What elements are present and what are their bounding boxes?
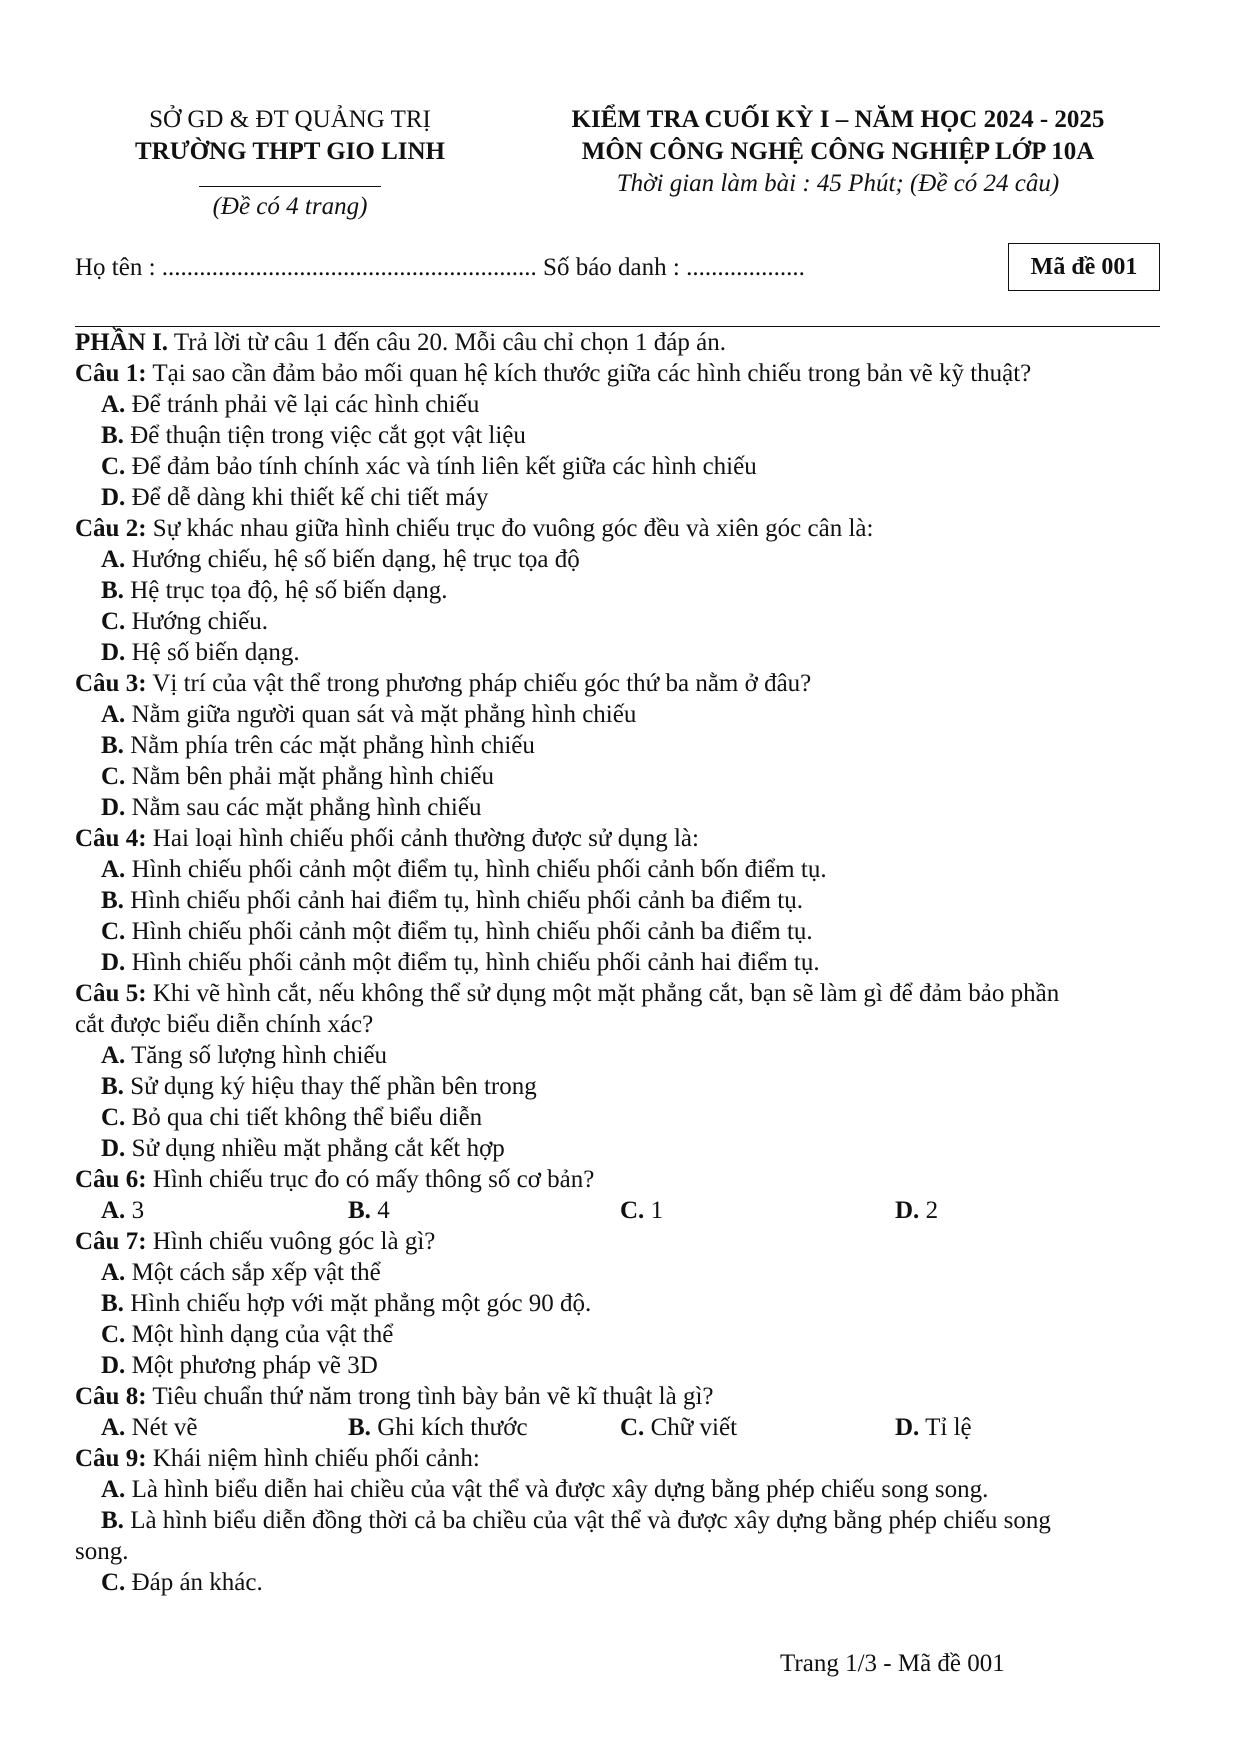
student-name-field: Họ tên : ............................................................ xyxy=(75,254,537,281)
question-1 xyxy=(75,358,1165,389)
option xyxy=(75,916,1165,947)
option xyxy=(75,699,1165,730)
option-text: Nét vẽ xyxy=(131,1414,198,1441)
option-label: B. xyxy=(348,1414,371,1441)
option-label: B. xyxy=(101,732,124,759)
option-label: C. xyxy=(620,1414,645,1441)
option-label: D. xyxy=(101,949,126,976)
option-label: A. xyxy=(101,1197,126,1224)
option-label: B. xyxy=(101,577,124,604)
option-text: Đáp án khác. xyxy=(131,1569,263,1596)
option xyxy=(75,1350,1165,1381)
option xyxy=(75,730,1165,761)
option-text: Để thuận tiện trong việc cắt gọt vật liệu xyxy=(130,422,526,449)
option xyxy=(348,1412,620,1443)
option-label: D. xyxy=(895,1414,920,1441)
page-count-note: (Đề có 4 trang) xyxy=(212,193,368,220)
option xyxy=(75,575,1165,606)
option-label: A. xyxy=(101,1476,126,1503)
option xyxy=(895,1412,972,1443)
question-2 xyxy=(75,513,1165,544)
header-right xyxy=(528,104,1148,200)
option-label: A. xyxy=(101,856,126,883)
question-text: Hình chiếu vuông góc là gì? xyxy=(152,1228,436,1255)
question-text: Tiêu chuẩn thứ năm trong tình bày bản vẽ kĩ thuật là gì? xyxy=(152,1383,714,1410)
question-9 xyxy=(75,1443,1165,1474)
option-text: Tăng số lượng hình chiếu xyxy=(131,1042,388,1069)
option xyxy=(75,1257,1165,1288)
option xyxy=(75,1133,1165,1164)
option xyxy=(75,606,1165,637)
option xyxy=(620,1412,895,1443)
option xyxy=(75,420,1165,451)
option-text: Hệ số biến dạng. xyxy=(131,639,300,666)
option-text: Một phương pháp vẽ 3D xyxy=(131,1352,378,1379)
option-text: Hướng chiếu, hệ số biến dạng, hệ trục tọa độ xyxy=(131,546,580,573)
option-label: C. xyxy=(101,918,126,945)
exam-title: KIỂM TRA CUỐI KỲ I – NĂM HỌC 2024 - 2025 xyxy=(571,106,1105,133)
option-text: Hình chiếu phối cảnh hai điểm tụ, hình chiếu phối cảnh ba điểm tụ. xyxy=(130,887,803,914)
option-text: 1 xyxy=(650,1197,664,1224)
question-text: Tại sao cần đảm bảo mối quan hệ kích thước giữa các hình chiếu trong bản vẽ kỹ thuật? xyxy=(152,360,1032,387)
option-label: C. xyxy=(101,1321,126,1348)
option-text: Hệ trục tọa độ, hệ số biến dạng. xyxy=(130,577,448,604)
option-text: Hình chiếu phối cảnh một điểm tụ, hình chiếu phối cảnh ba điểm tụ. xyxy=(131,918,813,945)
option-text: Hình chiếu phối cảnh một điểm tụ, hình chiếu phối cảnh hai điểm tụ. xyxy=(131,949,820,976)
question-number: Câu 2: xyxy=(75,515,147,542)
option-label: D. xyxy=(101,639,126,666)
option-text: Là hình biểu diễn đồng thời cả ba chiều của vật thể và được xây dựng bằng phép chiếu song xyxy=(130,1507,1051,1534)
option-text: Hướng chiếu. xyxy=(131,608,269,635)
option xyxy=(75,761,1165,792)
option-text: Để đảm bảo tính chính xác và tính liên kết giữa các hình chiếu xyxy=(131,453,757,480)
option xyxy=(75,1474,1165,1505)
section-heading xyxy=(75,327,1165,358)
option-label: C. xyxy=(620,1197,645,1224)
option-label: B. xyxy=(101,1507,124,1534)
option-text: Nằm phía trên các mặt phẳng hình chiếu xyxy=(130,732,535,759)
option-label: C. xyxy=(101,1104,126,1131)
option-text: Một cách sắp xếp vật thể xyxy=(131,1259,381,1286)
option-text: Chữ viết xyxy=(650,1414,738,1441)
option-label: A. xyxy=(101,391,126,418)
question-3 xyxy=(75,668,1165,699)
option-label: D. xyxy=(101,1135,126,1162)
option xyxy=(75,637,1165,668)
department-name: SỞ GD & ĐT QUẢNG TRỊ xyxy=(149,106,431,133)
option xyxy=(75,1040,1165,1071)
student-info-row xyxy=(75,254,805,282)
option-text: Sử dụng ký hiệu thay thế phần bên trong xyxy=(130,1073,537,1100)
question-text: Khi vẽ hình cắt, nếu không thể sử dụng một mặt phẳng cắt, bạn sẽ làm gì để đảm bảo phần xyxy=(152,980,1060,1007)
option xyxy=(75,947,1165,978)
option-text: Hình chiếu phối cảnh một điểm tụ, hình chiếu phối cảnh bốn điểm tụ. xyxy=(131,856,827,883)
option xyxy=(75,1319,1165,1350)
question-number: Câu 6: xyxy=(75,1166,147,1193)
option-label: B. xyxy=(101,422,124,449)
question-text: Khái niệm hình chiếu phối cảnh: xyxy=(152,1445,480,1472)
option-text: Để tránh phải vẽ lại các hình chiếu xyxy=(131,391,480,418)
option-label: D. xyxy=(101,794,126,821)
option-label: D. xyxy=(101,1352,126,1379)
question-text: Hình chiếu trục đo có mấy thông số cơ bản? xyxy=(152,1166,595,1193)
option xyxy=(75,1567,1165,1598)
option-text: Bỏ qua chi tiết không thể biểu diễn xyxy=(131,1104,483,1131)
page-footer: Trang 1/3 - Mã đề 001 xyxy=(780,1650,1005,1677)
question-number: Câu 8: xyxy=(75,1383,147,1410)
subject-title: MÔN CÔNG NGHỆ CÔNG NGHIỆP LỚP 10A xyxy=(581,138,1095,165)
options-row xyxy=(75,1195,1165,1226)
option xyxy=(895,1195,938,1226)
option-text: Một hình dạng của vật thể xyxy=(131,1321,394,1348)
option xyxy=(620,1195,895,1226)
school-name: TRƯỜNG THPT GIO LINH xyxy=(134,138,445,165)
section-instruction: Trả lời từ câu 1 đến câu 20. Mỗi câu chỉ chọn 1 đáp án. xyxy=(173,329,726,356)
header-divider xyxy=(199,186,381,187)
option-label: A. xyxy=(101,1414,126,1441)
time-note: Thời gian làm bài : 45 Phút; (Đề có 24 câu) xyxy=(616,170,1060,197)
option-text: 4 xyxy=(377,1197,390,1224)
option xyxy=(75,854,1165,885)
question-7 xyxy=(75,1226,1165,1257)
option-label: A. xyxy=(101,546,126,573)
question-8 xyxy=(75,1381,1165,1412)
question-number: Câu 9: xyxy=(75,1445,147,1472)
question-number: Câu 1: xyxy=(75,360,147,387)
option-text: Là hình biểu diễn hai chiều của vật thể và được xây dựng bằng phép chiếu song song. xyxy=(131,1476,989,1503)
option xyxy=(75,1102,1165,1133)
option-text: 3 xyxy=(131,1197,145,1224)
option-label: B. xyxy=(101,1073,124,1100)
option xyxy=(75,792,1165,823)
option-text: 2 xyxy=(925,1197,939,1224)
option-text: Nằm giữa người quan sát và mặt phẳng hình chiếu xyxy=(131,701,637,728)
option-text: Hình chiếu hợp với mặt phẳng một góc 90 độ. xyxy=(130,1290,592,1317)
header-left xyxy=(100,104,480,223)
option xyxy=(75,389,1165,420)
option xyxy=(75,544,1165,575)
section-label: PHẦN I. xyxy=(75,329,169,356)
option xyxy=(101,1412,348,1443)
option-text: Sử dụng nhiều mặt phẳng cắt kết hợp xyxy=(131,1135,505,1162)
exam-code-box: Mã đề 001 xyxy=(1008,243,1160,291)
option-text: Để dễ dàng khi thiết kế chi tiết máy xyxy=(131,484,489,511)
option-label: A. xyxy=(101,1042,126,1069)
option xyxy=(75,482,1165,513)
option-label: D. xyxy=(101,484,126,511)
questions-content xyxy=(75,327,1165,1598)
question-number: Câu 4: xyxy=(75,825,147,852)
question-6 xyxy=(75,1164,1165,1195)
question-text: Sự khác nhau giữa hình chiếu trục đo vuông góc đều và xiên góc cân là: xyxy=(152,515,874,542)
question-4 xyxy=(75,823,1165,854)
option-label: B. xyxy=(101,1290,124,1317)
option-label: D. xyxy=(895,1197,920,1224)
student-id-field: Số báo danh : ................... xyxy=(543,254,805,281)
question-text-continuation: cắt được biểu diễn chính xác? xyxy=(75,1011,374,1038)
option-text: Nằm sau các mặt phẳng hình chiếu xyxy=(131,794,482,821)
option-text: Ghi kích thước xyxy=(377,1414,528,1441)
question-number: Câu 5: xyxy=(75,980,147,1007)
option-text: Nằm bên phải mặt phẳng hình chiếu xyxy=(131,763,494,790)
option-label: C. xyxy=(101,763,126,790)
option-label: C. xyxy=(101,453,126,480)
option-label: C. xyxy=(101,1569,126,1596)
option-text: Tỉ lệ xyxy=(925,1414,972,1441)
question-text: Hai loại hình chiếu phối cảnh thường được sử dụng là: xyxy=(152,825,699,852)
option xyxy=(75,1071,1165,1102)
option-label: C. xyxy=(101,608,126,635)
option-label: B. xyxy=(348,1197,371,1224)
option-label: A. xyxy=(101,701,126,728)
option xyxy=(75,1505,1165,1536)
option xyxy=(75,885,1165,916)
option xyxy=(101,1195,348,1226)
options-row xyxy=(75,1412,1165,1443)
question-number: Câu 7: xyxy=(75,1228,147,1255)
question-number: Câu 3: xyxy=(75,670,147,697)
option xyxy=(75,451,1165,482)
option-label: A. xyxy=(101,1259,126,1286)
option-label: B. xyxy=(101,887,124,914)
option xyxy=(75,1288,1165,1319)
question-5 xyxy=(75,978,1165,1009)
question-text: Vị trí của vật thể trong phương pháp chiếu góc thứ ba nằm ở đâu? xyxy=(152,670,812,697)
option xyxy=(348,1195,620,1226)
option-text-continuation: song. xyxy=(75,1538,129,1565)
